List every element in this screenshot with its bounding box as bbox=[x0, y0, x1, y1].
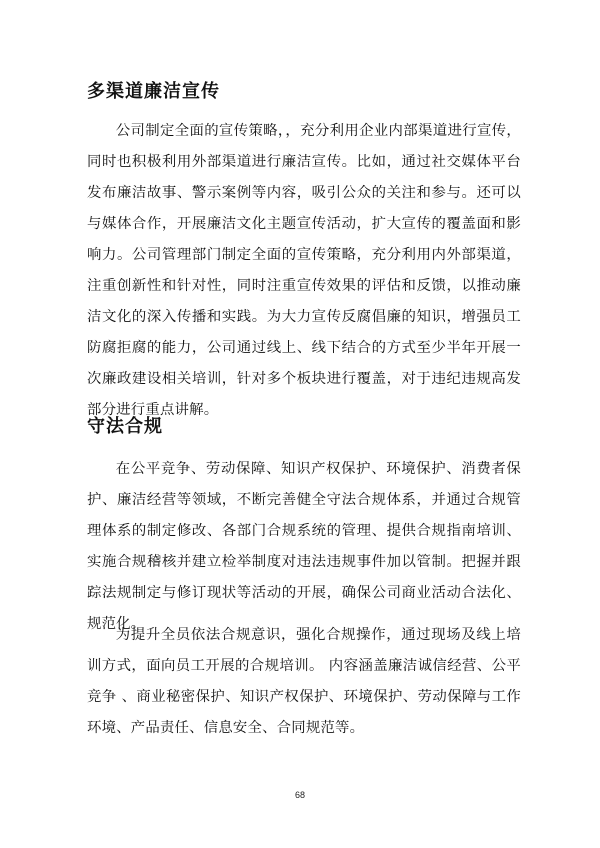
section-heading-compliance: 守法合规 bbox=[87, 416, 163, 437]
integrity-publicity-paragraph: 公司制定全面的宣传策略，，充分利用企业内部渠道进行宣传，同时也积极利用外部渠道进行廉洁宣传。比如，通过社交媒体平台发布廉洁故事、警示案例等内容，吸引公众的关注和参与。还可以与媒体合作，开展廉洁文化主题宣传活动，扩大宣传的覆盖面和影响力。公司管理部门制定全面的宣传策略，充分利用内外部渠道，注重创新性和针对性，同时注重宣传效果的评估和反馈，以推动廉洁文化的深入传播和实践。为大力宣传反腐倡廉的知识，增强员工防腐拒腐的能力，公司通过线上、线下结合的方式至少半年开展一次廉政建设相关培训，针对多个板块进行覆盖，对于违纪违规高发部分进行重点讲解。 bbox=[87, 123, 521, 418]
compliance-system-paragraph: 在公平竞争、劳动保障、知识产权保护、环境保护、消费者保护、廉洁经营等领域，不断完善健全守法合规体系，并通过合规管理体系的制定修改、各部门合规系统的管理、提供合规指南培训、实施合规稽核并建立检举制度对违法违规事件加以管制。把握并跟踪法规制定与修订现状等活动的开展，确保公司商业活动合法化、规范化。 bbox=[87, 461, 521, 632]
section-heading-integrity-publicity: 多渠道廉洁宣传 bbox=[87, 81, 220, 102]
page-number: 68 bbox=[294, 790, 305, 800]
compliance-training-paragraph: 为提升全员依法合规意识，强化合规操作，通过现场及线上培训方式，面向员工开展的合规培训。 内容涵盖廉洁诚信经营、公平竞争 、商业秘密保护、知识产权保护、环境保护、劳动保障与工作环境、产品责任、信息安全、合同规范等。 bbox=[87, 627, 521, 736]
